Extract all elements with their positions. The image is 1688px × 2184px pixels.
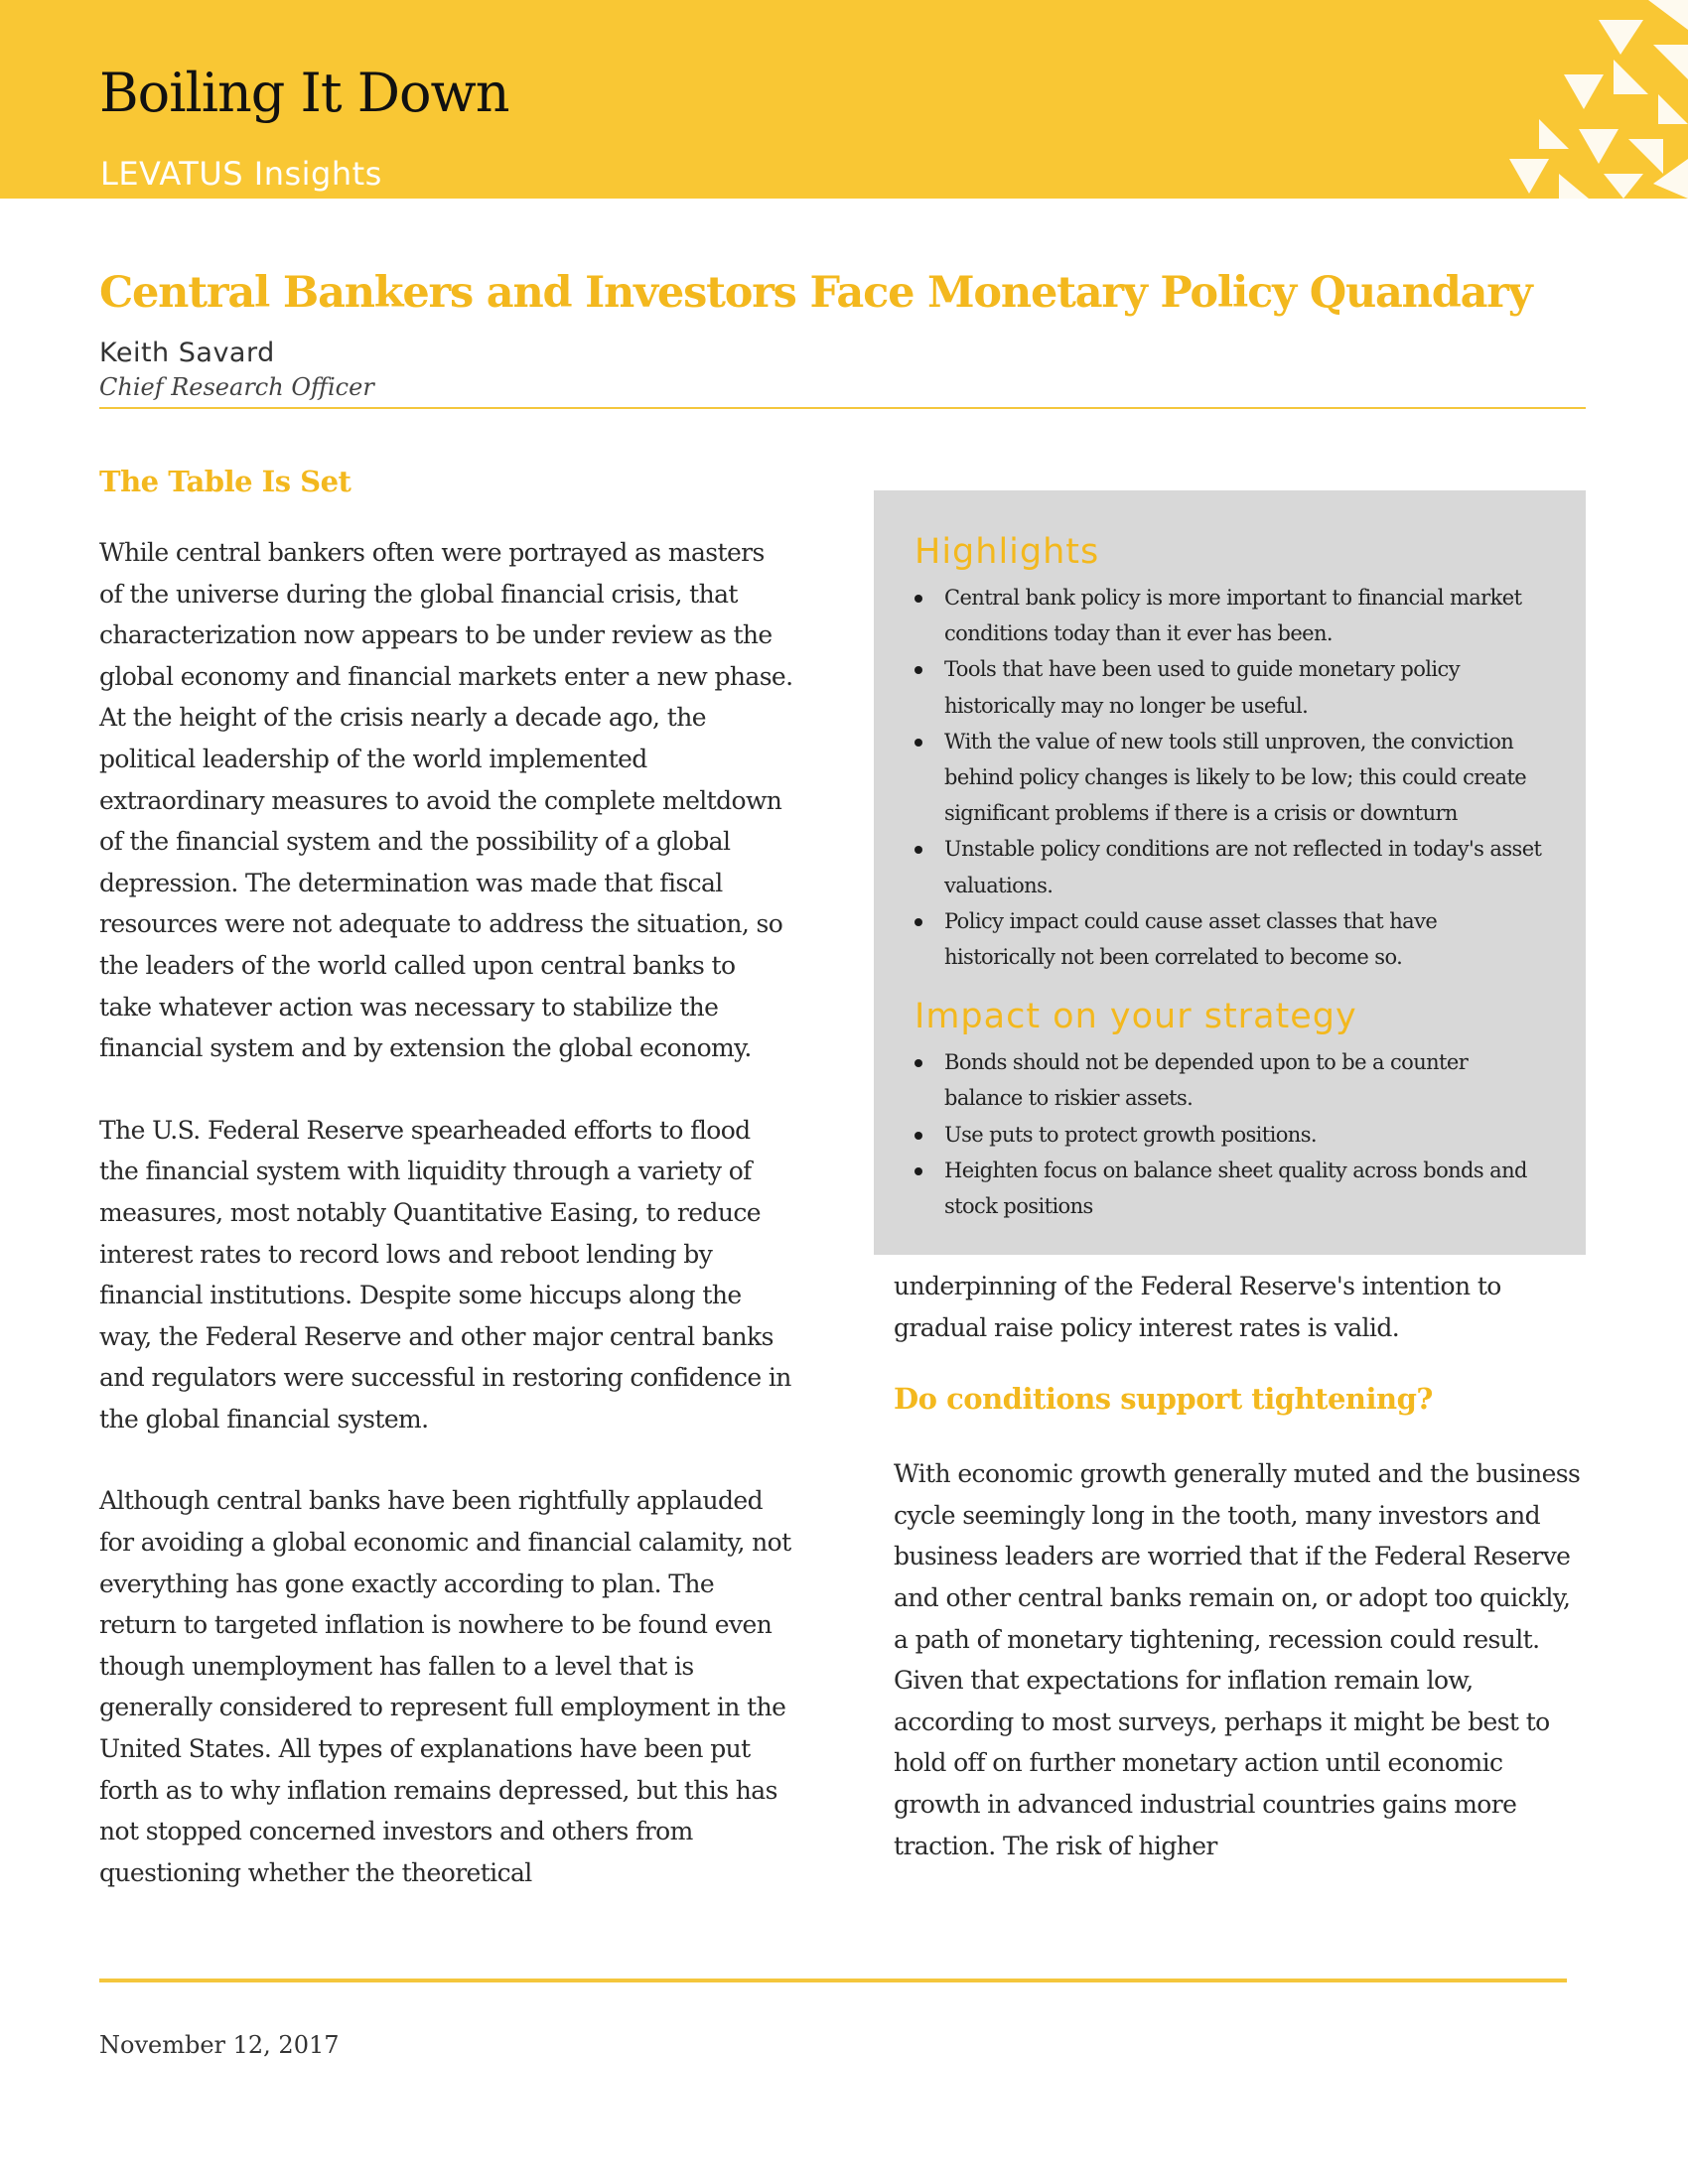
impact-list xyxy=(914,1044,1546,1224)
bullet-icon xyxy=(914,739,922,747)
paragraph: While central bankers often were portrayed as masters of the universe during the global financial crisis, that characterization now appears to be under review as the global economy and financial markets enter a new phase. At the height of the crisis nearly a decade ago, the political leadership of the world implemented extraordinary measures to avoid the complete meltdown of the financial system and the possibility of a global depression. The determination was made that fiscal resources were not adequate to address the situation, so the leaders of the world called upon central banks to take whatever action was necessary to stabilize the financial system and by extension the global economy. xyxy=(99,538,793,1063)
paragraph: Although central banks have been rightfully applauded for avoiding a global economic and financial calamity, not everything has gone exactly according to plan. The return to targeted inflation is nowhere to be found even though unemployment has fallen to a level that is generally considered to represent full employment in the United States. All types of explanations have been put forth as to why inflation remains depressed, but this has not stopped concerned investors and others from questioning whether the theoretical xyxy=(99,1486,791,1887)
right-column xyxy=(894,1266,1589,1900)
publication-date: November 12, 2017 xyxy=(99,2031,340,2059)
left-column xyxy=(99,465,794,1934)
bullet-icon xyxy=(914,1167,922,1175)
list-item-text: Bonds should not be depended upon to be a counter balance to riskier assets. xyxy=(944,1050,1469,1111)
list-item xyxy=(914,903,1546,975)
list-item xyxy=(914,1117,1546,1153)
bullet-icon xyxy=(914,1132,922,1140)
triangle-pattern-icon xyxy=(1450,0,1688,199)
section-heading-tightening: Do conditions support tightening? xyxy=(894,1382,1433,1417)
list-item-text: Policy impact could cause asset classes that have historically not been correlated to become so. xyxy=(944,908,1438,970)
list-item xyxy=(914,1044,1546,1116)
bullet-icon xyxy=(914,595,922,603)
list-item-text: Unstable policy conditions are not reflected in today's asset valuations. xyxy=(944,837,1542,897)
impact-heading: Impact on your strategy xyxy=(914,997,1357,1037)
paragraph: The U.S. Federal Reserve spearheaded efforts to flood the financial system with liquidity through a variety of measures, most notably Quantitative Easing, to reduce interest rates to record lows and reboot lending by financial institutions. Despite some hiccups along the way, the Federal Reserve and other major central banks and regulators were successful in restoring confidence in the global financial system. xyxy=(99,1115,791,1433)
list-item-text: Use puts to protect growth positions. xyxy=(944,1122,1317,1147)
highlights-list xyxy=(914,580,1546,975)
paragraph: With economic growth generally muted and the business cycle seemingly long in the tooth, many investors and business leaders are worried that if the Federal Reserve and other central banks remain on, or adopt too quickly, a path of monetary tightening, recession could result. Given that expectations for inflation remain low, according to most surveys, perhaps it might be best to hold off on further monetary action until economic growth in advanced industrial countries gains more traction. The risk of higher xyxy=(894,1459,1581,1860)
list-item-text: Central bank policy is more important to financial market conditions today than it ever has been. xyxy=(944,586,1522,646)
list-item xyxy=(914,651,1546,723)
author-name: Keith Savard xyxy=(99,338,275,368)
publication-title: Boiling It Down xyxy=(99,62,509,124)
paragraph-continuation: underpinning of the Federal Reserve's intention to gradual raise policy interest rates is valid. xyxy=(894,1272,1501,1342)
bullet-icon xyxy=(914,1059,922,1067)
title-divider xyxy=(99,407,1586,409)
highlights-heading: Highlights xyxy=(914,532,1100,572)
list-item-text: Heighten focus on balance sheet quality across bonds and stock positions xyxy=(944,1158,1527,1219)
list-item-text: With the value of new tools still unproven, the conviction behind policy changes is likely to be low; this could create significant problems if there is a crisis or downturn xyxy=(944,729,1527,826)
list-item xyxy=(914,1153,1546,1224)
publication-subtitle: LEVATUS Insights xyxy=(100,155,382,193)
author-role: Chief Research Officer xyxy=(99,373,374,401)
bullet-icon xyxy=(914,918,922,926)
list-item xyxy=(914,724,1546,832)
header-banner xyxy=(0,0,1688,199)
article-title: Central Bankers and Investors Face Monetary Policy Quandary xyxy=(99,268,1532,318)
list-item xyxy=(914,580,1546,651)
bullet-icon xyxy=(914,846,922,854)
bullet-icon xyxy=(914,666,922,674)
footer-divider xyxy=(99,1979,1567,1982)
list-item-text: Tools that have been used to guide monetary policy historically may no longer be useful. xyxy=(944,657,1460,718)
section-heading-table-is-set: The Table Is Set xyxy=(99,465,352,498)
highlights-box xyxy=(874,490,1586,1255)
list-item xyxy=(914,831,1546,902)
